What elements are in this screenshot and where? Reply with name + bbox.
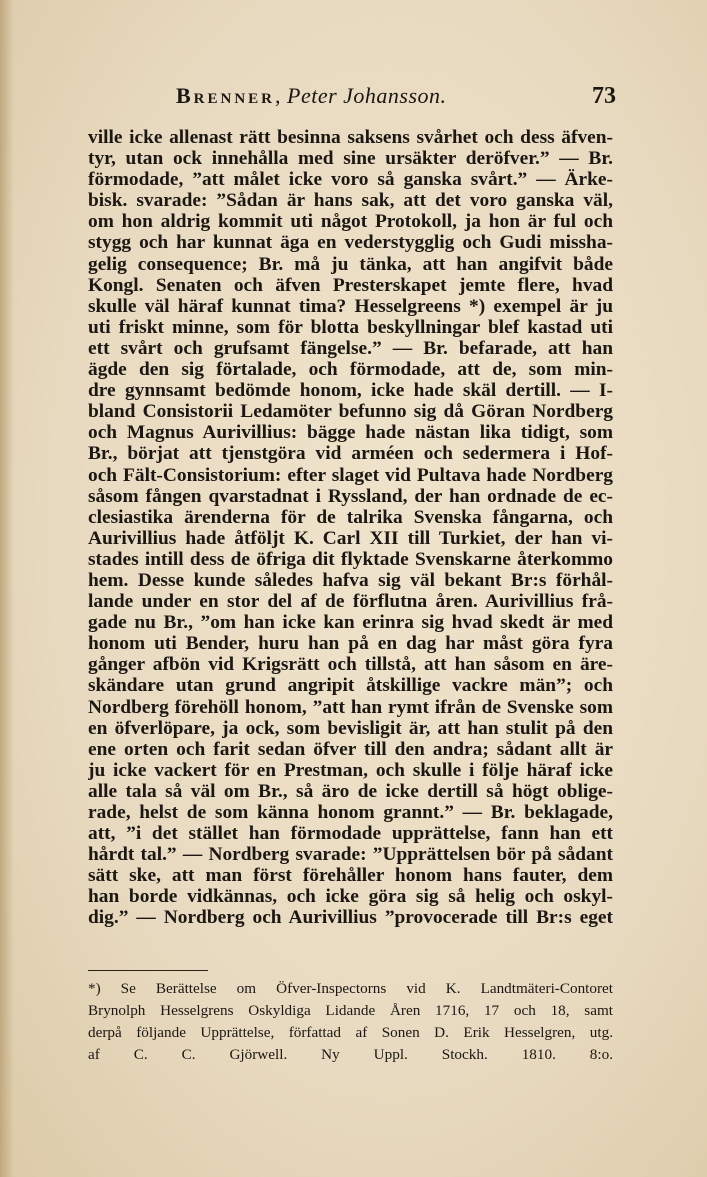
text-line: om hon aldrig kommit uti något Protokoll, ja hon är ful och (88, 211, 613, 233)
text-line: och Magnus Aurivillius: bägge hade nästan lika tidigt, som (88, 422, 613, 444)
text-line: att, ”i det stället han förmodade upprättelse, fann han ett (88, 823, 613, 845)
text-line: dig.” — Nordberg och Aurivillius ”provocerade till Br:s eget (88, 907, 613, 929)
footnote (88, 978, 613, 1066)
text-line: Kongl. Senaten och äfven Presterskapet jemte flere, hvad (88, 274, 613, 296)
text-line: uti friskt minne, som för blotta beskyllningar blef kastad uti (88, 316, 613, 338)
footnote-line: derpå följande Upprättelse, författad af Sonen D. Erik Hesselgren, utg. (88, 1024, 613, 1041)
page-header (176, 83, 616, 113)
text-line: Nordberg förehöll honom, ”att han rymt ifrån de Svenske som (88, 696, 613, 718)
text-line: stygg och har kunnat äga en vederstygglig och Gudi missha- (88, 232, 613, 254)
footnote-line: *) Se Berättelse om Öfver-Inspectorns vid K. Landtmäteri-Contoret (88, 980, 613, 997)
text-line: dre gynnsamt bedömde honom, icke hade skäl dertill. — I- (88, 380, 613, 402)
body-text (88, 127, 613, 929)
text-line: gelig consequence; Br. må ju tänka, att han angifvit både (88, 253, 613, 275)
footnote-line: Brynolph Hesselgrens Oskyldiga Lidande Åren 1716, 17 och 18, samt (88, 1002, 613, 1019)
text-line: en öfverlöpare, ja ock, som bevisligit är, att han stulit på den (88, 717, 613, 739)
text-line: hårdt tal.” — Nordberg svarade: ”Upprättelsen bör på sådant (88, 844, 613, 866)
running-head-surname: Brenner (176, 83, 276, 108)
text-line: han borde vidkännas, och icke göra sig så helig och oskyl- (88, 886, 613, 908)
text-line: rade, helst de som känna honom grannt.” — Br. beklagade, (88, 802, 613, 823)
text-line: ville icke allenast rätt besinna saksens svårhet och dess äfven- (88, 127, 613, 148)
text-line: honom uti Bender, huru han på en dag har måst göra fyra (88, 633, 613, 655)
running-head-given-names: Peter Johansson. (287, 83, 447, 108)
text-line: och Fält-Consistorium: efter slaget vid Pultava hade Nordberg (88, 464, 613, 486)
text-line: skulle väl häraf kunnat tima? Hesselgreens *) exempel är ju (88, 295, 613, 317)
text-line: hem. Desse kunde således hafva sig väl bekant Br:s förhål- (88, 569, 613, 591)
text-line: Aurivillius hade åtföljt K. Carl XII till Turkiet, der han vi- (88, 527, 613, 549)
spine-shadow (0, 0, 14, 1177)
text-line: ett svårt och grufsamt fängelse.” — Br. befarade, att han (88, 337, 613, 359)
text-line: bisk. svarade: ”Sådan är hans sak, att det voro ganska väl, (88, 190, 613, 212)
text-line: stades intill dess de öfriga dit flyktade Svenskarne återkommo (88, 548, 613, 570)
page-number: 73 (592, 83, 616, 109)
text-line: sätt ske, att man först förehåller honom hans fauter, dem (88, 865, 613, 887)
text-line: clesiastika ärenderna för de talrika Svenska fångarna, och (88, 506, 613, 528)
text-line: ju icke vackert för en Prestman, och skulle i följe häraf icke (88, 759, 613, 781)
text-line: tyr, utan ock innehålla med sine ursäkter deröfver.” — Br. (88, 148, 613, 170)
text-line: lande under en stor del af de förflutna åren. Aurivillius frå- (88, 591, 613, 613)
text-line: gånger afbön vid Krigsrätt och tillstå, att han såsom en äre- (88, 654, 613, 676)
text-line: Br., börjat att tjenstgöra vid arméen och sedermera i Hof- (88, 443, 613, 465)
text-line: ene orten och farit sedan öfver till den andra; sådant allt är (88, 738, 613, 760)
footnote-line: af C. C. Gjörwell. Ny Uppl. Stockh. 1810. 8:o. (88, 1046, 613, 1063)
text-line: gade nu Br., ”om han icke kan erinra sig hvad skedt är med (88, 612, 613, 634)
text-line: förmodade, ”att målet icke voro så ganska svårt.” — Ärke- (88, 169, 613, 191)
text-line: skändare utan grund angripit åtskillige vackre män”; och (88, 675, 613, 697)
footnote-rule (88, 970, 208, 971)
text-line: bland Consistorii Ledamöter befunno sig då Göran Nordberg (88, 401, 613, 423)
text-line: såsom fången qvarstadnat i Ryssland, der han ordnade de ec- (88, 485, 613, 507)
text-line: ägde den sig förtalade, och förmodade, att de, som min- (88, 359, 613, 381)
text-line: alle tala så väl om Br., så äro de icke dertill så högt oblige- (88, 780, 613, 802)
running-head: Brenner, Peter Johansson. (176, 83, 447, 108)
